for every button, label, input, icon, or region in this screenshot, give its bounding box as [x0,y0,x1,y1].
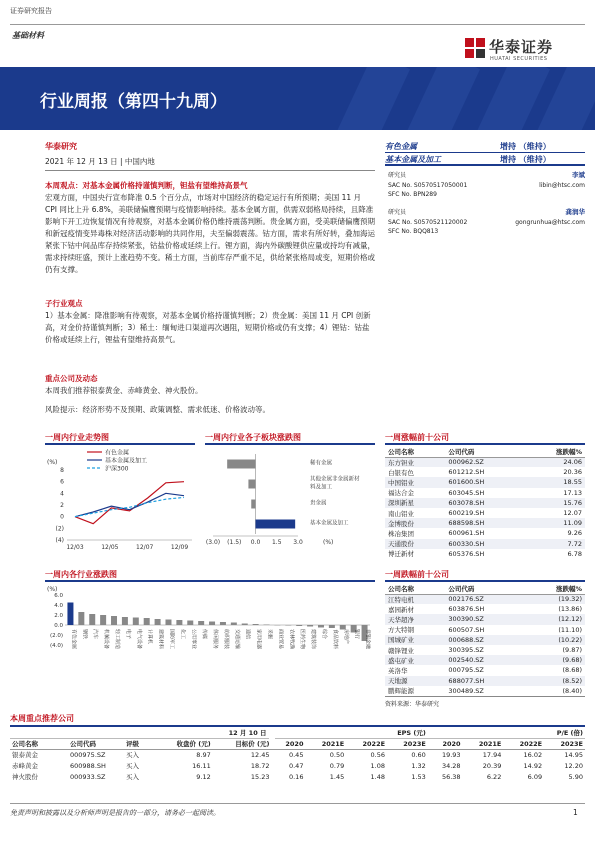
rating-value: 增持 （维持） [500,155,551,164]
table-cell: 0.50 [329,750,345,759]
rating-value: 增持 （维持） [500,142,551,151]
category-label: 采掘 [266,629,273,640]
table-cell: 天地源 [385,676,445,686]
y-tick-label: (4) [55,537,64,544]
table-cell: 东方钽业 [385,457,445,467]
category-label: 轻工制造 [114,629,121,650]
table-cell: 603045.SH [448,488,485,497]
table-row [385,498,585,508]
analyst-name: 龚润华 [565,208,585,216]
table-row [385,518,585,528]
table-row [10,771,585,782]
category-label: 建筑装饰 [310,629,317,650]
table-cell: 赣锋锂业 [388,646,414,655]
bar [307,625,313,627]
logo [465,36,585,66]
table-cell: 国城矿业 [385,635,445,645]
viewpoint-text: 宏观方面，中国央行宣布降准 0.5 个百分点，市场对中国经济的稳定运行有所预期；美国 11 月 CPI 同比上升 6.8%，美联储偏鹰预期与疫情影响持续。基本金属方面，供需双弱格局持续，且降准影响下开工边恢复情况有待观察，对基本金属价格仍维持震荡判断。贵金属方面，受美联储偏鹰预期和新冠疫情变异毒株对经济活动影响的共同作用，夫至偏弱震荡。钴方面，需求有所好转，叠加海运紧张下钴中间品库存持续紧张，钴盐价格或延续上行。锂方面，海内外碳酸锂供应量或持均有减量，需求持续旺盛，预计上涨趋势不变。稀土方面，当前库存严重不足，供给紧张格局或变，短期价格或仍有支撑。 [45,193,375,274]
category-label: 国防军工 [168,629,175,650]
x-tick-label: (1.5) [227,539,242,546]
category-label: 交通运输 [233,629,240,650]
analyst-role: 研究员 [388,172,407,179]
table-cell: 24.06 [525,457,585,467]
table-row [385,528,585,538]
x-tick-label: 1.5 [271,539,282,546]
table-cell: 买入 [126,762,139,770]
category-label: 房地产 [342,629,349,645]
category-label: 其他金属非金属新材 [310,476,360,483]
x-tick-label: 12/09 [170,544,189,551]
table-cell: 002176.SZ [445,594,524,604]
table-row [385,604,585,614]
table-row [385,655,585,665]
table-cell: 17.94 [482,750,502,759]
table-row [10,749,585,760]
table-cell: (13.86) [558,605,582,614]
col-header: 2022E [519,739,543,748]
category-label: 纺织服装 [222,629,229,650]
legend-label: 有色金属 [105,449,130,457]
bar [187,621,193,626]
col-header: 2023E [560,739,583,748]
table-cell: (9.87) [562,646,582,655]
table-cell: 15.76 [525,498,585,508]
table-row [385,594,585,604]
table-cell: 嘉园新材 [388,605,414,614]
title-banner [0,67,595,130]
table-cell: 福达合金 [388,489,414,498]
bar [242,624,248,626]
table-cell: 002540.SZ [445,655,524,665]
col-header: 2022E [362,739,386,748]
table-cell: 1.45 [329,772,345,781]
category-label: 银行 [353,629,360,640]
bar [264,625,270,626]
table-cell: 17.13 [563,488,582,497]
divider [385,443,585,445]
bar [111,616,117,625]
category-label: 基本金属及加工 [310,520,349,527]
table-cell: 神火股份 [12,773,38,781]
legend-label: 沪深300 [105,465,129,473]
research-org: 华泰研究 [45,142,77,151]
region-text: 中国内地 [124,157,155,166]
table-cell: (19.32) [525,594,585,604]
category-label: 非银金融 [364,629,371,650]
bar [122,617,128,625]
logo-cn: 华泰证券 [489,38,554,56]
category-label: 通信 [244,629,251,640]
category-label: 汽车 [92,629,99,640]
table-row [385,614,585,624]
bar [176,620,182,625]
col-header: 公司代码 [70,740,96,748]
divider [45,443,195,445]
y-tick-label: 6 [60,478,64,486]
col-header: 公司代码 [445,583,524,594]
analyst-email[interactable]: libin@htsc.com [539,181,585,189]
table-cell: 买入 [126,773,139,781]
y-tick-label: (4.0) [49,643,63,649]
analyst-sac: SAC No. S0570521120002 [388,218,468,226]
header-divider [10,24,585,25]
table-cell: 600330.SH [445,539,524,549]
category-label: 有色金属 [70,629,77,650]
table-cell: 英洛华 [388,666,408,675]
rec-table [10,727,585,782]
category-label: 食品饮料 [331,629,338,650]
divider [45,580,375,582]
table-cell: 博迁新材 [388,550,414,559]
table-cell: 300395.SZ [448,646,484,655]
y-axis-label: (%) [47,459,58,466]
bar [100,615,106,625]
y-tick-label: 4.0 [54,603,63,609]
table-cell: 300390.SZ [445,614,524,624]
date-text: 2021 年 12 月 13 日 [45,157,118,166]
table-cell: 000795.SZ [448,666,484,675]
col-header: 公司代码 [445,446,524,457]
category-label: 计算机 [146,629,153,645]
rating-sector: 有色金属 [385,142,417,151]
analyst-1 [388,171,585,200]
table-cell: 金博股份 [385,518,445,528]
bar [296,625,302,626]
table-cell: 0.47 [288,761,304,770]
bar [155,619,161,625]
sector-chart-title: 一周内行业各子板块涨跌图 [205,433,301,442]
table-cell: 688077.SH [445,676,524,686]
subview-heading: 子行业观点 [45,299,83,308]
analyst-email[interactable]: gongrunhua@htsc.com [515,218,585,226]
table-row [385,625,585,635]
risk-text: 风险提示：经济形势不及预期、政策调整、需求低迷、价格波动等。 [45,405,270,414]
col-header: 目标价 (元) [235,740,270,748]
table-cell: 深圳新星 [385,498,445,508]
table-cell: 8.97 [196,750,211,759]
logo-mark-icon [465,38,485,58]
category-label: 传媒 [201,629,208,640]
table-cell: 15.23 [250,772,270,781]
table-row [385,676,585,686]
loss-table [385,583,585,696]
table-cell: 方大特钢 [388,626,414,635]
table-cell: 1.08 [370,761,386,770]
table-row [385,645,585,655]
y-tick-label: (2.0) [49,633,63,639]
table-cell: 盛屯矿业 [385,655,445,665]
table-row [10,760,585,771]
col-header: 2021E [321,739,345,748]
table-cell: 000975.SZ [70,750,106,759]
bar [133,618,139,626]
table-cell: 603078.SH [445,498,524,508]
col-header: 2020 [285,739,304,748]
table-cell: 白银有色 [388,468,414,477]
category-label: 钢铁 [81,629,88,640]
table-cell: 6.22 [486,772,502,781]
bar [253,624,259,625]
table-cell: 34.28 [441,761,461,770]
col-header: 公司名称 [385,446,445,457]
table-cell: 603876.SH [448,605,485,614]
table-cell: (9.68) [525,655,585,665]
table-cell: 18.55 [525,477,585,487]
rec-title: 本周重点推荐公司 [10,714,74,723]
x-tick-label: 12/03 [66,544,84,551]
y-tick-label: 0 [60,513,64,521]
table-cell: 12.45 [250,750,270,759]
bar [198,621,204,625]
bar [227,460,255,469]
footer-divider [10,803,585,804]
col-header: 2020 [442,739,461,748]
table-cell: 0.45 [288,750,304,759]
col-header: 公司名称 [385,583,445,594]
analyst-name: 李斌 [572,171,585,179]
sector-chart [205,448,380,556]
industry-chart [45,585,380,695]
table-cell: 1.53 [411,772,426,781]
analyst-role: 研究员 [388,209,407,216]
category-label: 电气设备 [135,629,142,650]
table-cell: 天华超净 [385,614,445,624]
category-label: 建筑材料 [157,629,164,650]
table-cell: 银泰黄金 [12,751,38,760]
industry-chart-title: 一周内各行业涨跌图 [45,570,117,579]
category-label: 家用电器 [255,629,262,650]
x-tick-label: 12/05 [101,544,119,551]
category-label: 料及加工 [310,484,333,491]
viewpoint-heading: 本周观点：对基本金属价格持谨慎判断，钽盐有望维持高景气 [45,181,248,190]
group-header: EPS (元) [272,727,428,738]
col-header: 评级 [126,740,139,748]
table-row [385,549,585,559]
table-cell: 南山铝业 [388,509,414,518]
table-cell: 5.90 [568,772,583,781]
bar [78,612,84,625]
rating-sector: 基本金属及加工 [385,155,441,164]
divider [385,696,585,697]
bar [220,622,226,625]
table-cell: (11.10) [558,625,582,634]
category-label: 商业贸易 [277,629,284,650]
series-line [75,497,184,516]
bar [318,625,324,628]
table-cell: 600961.SH [448,529,485,538]
bar [248,480,255,489]
table-cell: 12.20 [564,761,583,770]
category-label: 农林牧渔 [288,629,295,650]
bar [251,500,255,509]
table-cell: 株冶集团 [388,529,414,538]
table-cell: 605376.SH [448,549,485,558]
bar [144,618,150,625]
loss-table-title: 一周跌幅前十公司 [385,570,449,579]
x-tick-label: (3.0) [205,539,221,546]
divider [205,443,375,445]
analyst-sfc: SFC No. BQQ813 [388,228,439,235]
focus-text: 本周我们推荐银泰黄金、赤峰黄金、神火股份。 [45,386,203,395]
table-cell: 000688.SZ [445,635,524,645]
y-tick-label: 2.0 [54,613,63,619]
group-header: P/E (倍) [556,728,583,737]
table-cell: (8.68) [562,666,582,675]
table-cell: 0.79 [329,761,345,770]
logo-en: HUATAI SECURITIES [490,56,548,62]
table-cell: 12.07 [563,509,582,518]
table-cell: 601600.SH [445,477,524,487]
y-tick-label: (2) [55,525,64,533]
table-row [385,477,585,487]
page-number: 1 [573,808,578,817]
group-header: 12 月 10 日 [228,728,267,737]
table-row [385,635,585,645]
doc-type: 证券研究报告 [10,7,52,15]
table-cell: 11.09 [525,518,585,528]
bar [231,623,237,626]
table-cell: 600219.SH [448,509,485,518]
table-cell: 600988.SH [70,761,106,770]
category-label: 综合 [320,629,327,640]
table-cell: 20.36 [563,468,582,477]
analyst-sac: SAC No. S0570517050001 [388,181,468,189]
category-label: 休闲服务 [212,629,219,650]
table-row [385,508,585,518]
category-label: 贵金属 [310,500,327,507]
table-row [385,665,585,675]
y-tick-label: 2 [60,502,64,509]
gain-table [385,446,585,559]
col-header: 涨跌幅% [525,583,585,594]
x-axis-label: (%) [323,539,334,546]
table-cell: 赤峰黄金 [12,762,38,770]
source-note: 资料来源：华泰研究 [385,701,440,708]
table-cell: 0.16 [288,772,304,781]
col-header: 收盘价 (元) [176,740,211,748]
bar [256,520,296,529]
category-label: 电子 [124,629,131,640]
y-tick-label: 4 [60,490,64,498]
table-row [385,686,585,696]
table-cell: (10.22) [525,635,585,645]
table-cell: 鹏辉能源 [388,687,414,696]
analyst-sfc: SFC No. BPN289 [388,191,437,198]
category-label: 稀有金属 [310,460,333,467]
table-cell: 16.02 [523,750,543,759]
table-row [385,539,585,549]
page-title: 行业周报（第四十九周） [40,92,227,112]
table-cell: 16.11 [192,761,211,770]
table-cell: 0.60 [411,750,426,759]
table-cell: 江特电机 [385,594,445,604]
table-cell: 19.93 [441,750,461,759]
table-cell: 56.38 [441,772,461,781]
table-cell: 000933.SZ [70,772,106,781]
col-header: 涨跌幅% [525,446,585,457]
category-label: 基础材料 [12,31,44,40]
divider [45,170,375,171]
table-cell: 14.92 [523,761,543,770]
report-date: 2021 年 12 月 13 日 | 中国内地 [45,157,155,166]
bar [67,603,73,626]
analyst-2 [388,208,585,237]
trend-chart-title: 一周内行业走势图 [45,433,109,442]
table-cell: 9.26 [567,529,582,538]
focus-heading: 重点公司及动态 [45,374,98,383]
table-cell: 6.78 [567,549,582,558]
col-header: 2023E [403,739,426,748]
y-tick-label: 8 [60,467,64,474]
y-axis-label: (%) [47,586,58,593]
gain-table-title: 一周涨幅前十公司 [385,433,449,442]
bar [209,622,215,626]
bar [165,620,171,626]
category-label: 机械设备 [103,629,110,650]
category-label: 医药生物 [299,629,306,650]
legend-label: 基本金属及加工 [105,457,148,465]
table-cell: 14.95 [564,750,583,759]
col-header: 公司名称 [12,740,38,748]
category-label: 化工 [179,629,186,640]
subview-text: 1）基本金属：降准影响有待观察，对基本金属价格持谨慎判断；2）贵金属：美国 11 月 CPI 创新高，对金价持谨慎判断；3）稀土：缅甸进口渠道再次遇阻，短期价格或仍有支撑；4）锂钴：钴盐价格或延续上行，锂盐有望维持高景气。 [45,311,371,344]
table-cell: 601212.SH [448,468,485,477]
footer-disclaimer: 免责声明和披露以及分析师声明是报告的一部分，请务必一起阅读。 [10,809,220,817]
category-label: 公用事业 [190,629,197,650]
divider [385,580,585,582]
table-cell: 688598.SH [445,518,524,528]
table-row [385,488,585,498]
table-cell: 9.12 [196,772,211,781]
table-cell: 000962.SZ [445,457,524,467]
table-cell: (12.12) [525,614,585,624]
table-cell: 1.32 [411,761,426,770]
table-cell: 20.39 [482,761,502,770]
banner-pattern-icon [295,67,595,130]
table-cell: 买入 [126,751,139,760]
table-cell: 0.56 [370,750,386,759]
x-tick-label: 3.0 [293,539,303,546]
table-cell: 天通股份 [385,539,445,549]
table-row [385,457,585,467]
bar [329,625,335,628]
series-line [75,482,184,524]
x-tick-label: 0.0 [250,539,261,546]
y-tick-label: 6.0 [54,593,63,599]
table-cell: 6.09 [527,772,543,781]
table-cell: (8.40) [562,686,582,695]
table-cell: 中国铝业 [385,477,445,487]
col-header: 2021E [478,739,502,748]
table-cell: 300489.SZ [448,686,484,695]
table-row [385,467,585,477]
table-cell: 18.72 [250,761,270,770]
bar [89,614,95,625]
x-tick-label: 12/07 [136,544,154,551]
table-cell: 600507.SH [448,625,485,634]
trend-chart [45,448,200,556]
table-cell: 7.72 [525,539,585,549]
table-cell: 1.48 [370,772,386,781]
y-tick-label: 0.0 [54,623,63,629]
bar [285,625,291,626]
table-cell: (8.52) [525,676,585,686]
